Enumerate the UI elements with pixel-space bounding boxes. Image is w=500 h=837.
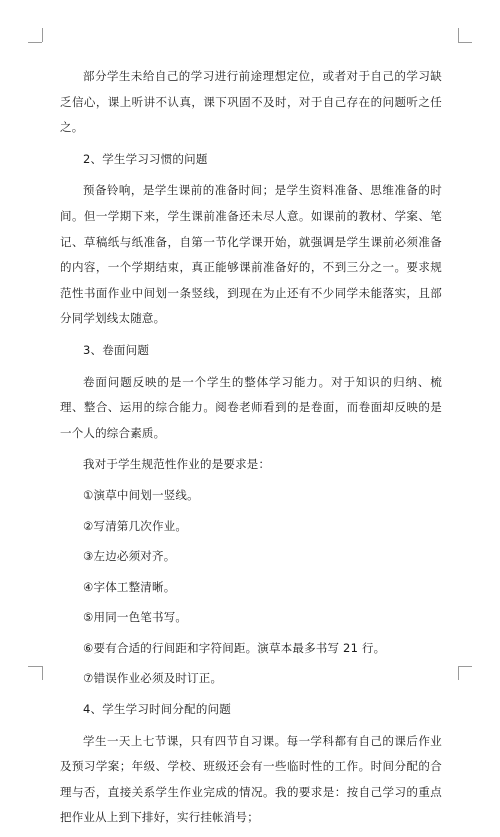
crop-mark-bottom-right-h — [458, 666, 472, 667]
crop-mark-top-right-h — [458, 42, 472, 43]
body-paragraph: 学生一天上七节课，只有四节自习课。每一学科都有自己的课后作业及预习学案；年级、学校、班级还会有一些临时性的工作。时间分配的合理与否，直接关系学生作业完成的情况。我的要求是：按自己学习的重点把作业从上到下排好，实行挂帐消号； — [60, 733, 442, 825]
document-body — [60, 64, 442, 837]
crop-mark-top-left-h — [28, 42, 42, 43]
list-item: ③左边必须对齐。 — [83, 549, 176, 564]
list-item: ⑥要有合适的行间距和字符间距。演草本最多书写 21 行。 — [83, 640, 386, 655]
body-paragraph: 我对于学生规范性作业的是要求是： — [83, 457, 271, 472]
crop-mark-top-left-v — [42, 28, 43, 42]
body-paragraph: 预备铃响，是学生课前的准备时间；是学生资料准备、思维准备的时间。但一学期下来，学生课前准备还未尽人意。如课前的教材、学案、笔记、草稿纸与纸准备，自第一节化学课开始，就强调是学生课前必须准备的内容，一个学期结束，真正能够课前准备好的，不到三分之一。要求规范性书面作业中间划一条竖线，到现在为止还有不少同学未能落实，且部分同学划线太随意。 — [60, 183, 442, 326]
crop-mark-bottom-left-v — [42, 666, 43, 680]
body-paragraph: 部分学生未给自己的学习进行前途理想定位，或者对于自己的学习缺乏信心，课上听讲不认真，课下巩固不及时，对于自己存在的问题听之任之。 — [60, 69, 442, 135]
crop-mark-top-right-v — [458, 28, 459, 42]
list-item: ⑦错误作业必须及时订正。 — [83, 671, 223, 686]
body-paragraph: 卷面问题反映的是一个学生的整体学习能力。对于知识的归纳、梳理、整合、运用的综合能力。阅卷老师看到的是卷面，而卷面却反映的是一个人的综合素质。 — [60, 374, 442, 440]
section-heading: 2、学生学习习惯的问题 — [83, 151, 208, 166]
list-item: ⑤用同一色笔书写。 — [83, 610, 188, 625]
section-heading: 3、卷面问题 — [83, 342, 150, 357]
list-item: ②写清第几次作业。 — [83, 518, 188, 533]
crop-mark-bottom-right-v — [458, 666, 459, 680]
list-item: ④字体工整清晰。 — [83, 579, 176, 594]
section-heading: 4、学生学习时间分配的问题 — [83, 702, 231, 717]
crop-mark-bottom-left-h — [28, 666, 42, 667]
list-item: ①演草中间划一竖线。 — [83, 487, 199, 502]
